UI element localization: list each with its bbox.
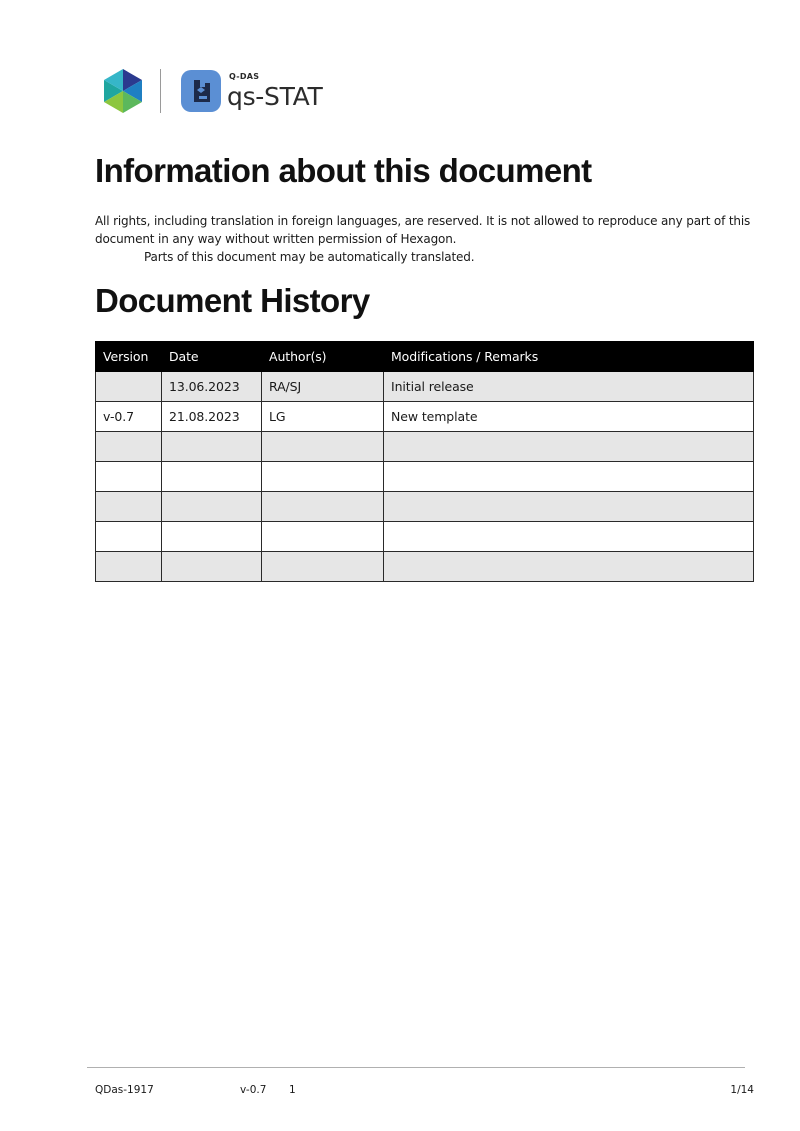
table-header-row [96,342,754,372]
cell-version [96,522,162,552]
cell-author: LG [262,402,384,432]
qs-stat-wordmark [227,73,322,109]
table-row [96,462,754,492]
cell-author: RA/SJ [262,372,384,402]
cell-date: 21.08.2023 [162,402,262,432]
cell-remarks [384,552,754,582]
logo-row [104,68,322,114]
cell-date [162,492,262,522]
history-heading: Document History [95,282,370,319]
footer-version: v-0.7 [240,1084,267,1096]
cell-author [262,492,384,522]
cell-remarks: New template [384,402,754,432]
table-row [96,552,754,582]
info-heading: Information about this document [95,152,592,189]
header-version: Version [96,342,162,372]
cell-version [96,372,162,402]
cell-version [96,432,162,462]
cell-remarks [384,522,754,552]
cell-date [162,522,262,552]
info-paragraph [95,212,760,266]
footer-divider [87,1067,745,1068]
header-authors: Author(s) [262,342,384,372]
table-row [96,372,754,402]
cell-remarks [384,462,754,492]
translation-notice: Parts of this document may be automatically translated. [144,250,475,264]
header-modifications: Modifications / Remarks [384,342,754,372]
header-date: Date [162,342,262,372]
cell-version [96,462,162,492]
cell-author [262,432,384,462]
cell-author [262,462,384,492]
brand-product-name: qs-STAT [227,82,323,111]
hexagon-logo-icon [104,69,142,113]
qs-stat-logo-icon [181,70,221,112]
cell-remarks [384,432,754,462]
cell-date: 13.06.2023 [162,372,262,402]
cell-version: v-0.7 [96,402,162,432]
history-table [95,341,754,582]
cell-date [162,462,262,492]
rights-notice: All rights, including translation in foreign languages, are reserved. It is not allowed to reproduce any part of this document in any way without written permission of Hexagon. [95,214,751,246]
cell-date [162,552,262,582]
cell-author [262,522,384,552]
footer-page-number: 1/14 [730,1084,754,1096]
table-row [96,492,754,522]
cell-date [162,432,262,462]
table-row [96,432,754,462]
cell-remarks: Initial release [384,372,754,402]
cell-version [96,552,162,582]
cell-version [96,492,162,522]
brand-top-label: Q-DAS [229,72,260,81]
table-row [96,402,754,432]
logo-divider [160,69,161,113]
footer-revision: 1 [289,1084,296,1096]
cell-author [262,552,384,582]
cell-remarks [384,492,754,522]
footer-doc-id: QDas-1917 [95,1084,154,1096]
table-row [96,522,754,552]
